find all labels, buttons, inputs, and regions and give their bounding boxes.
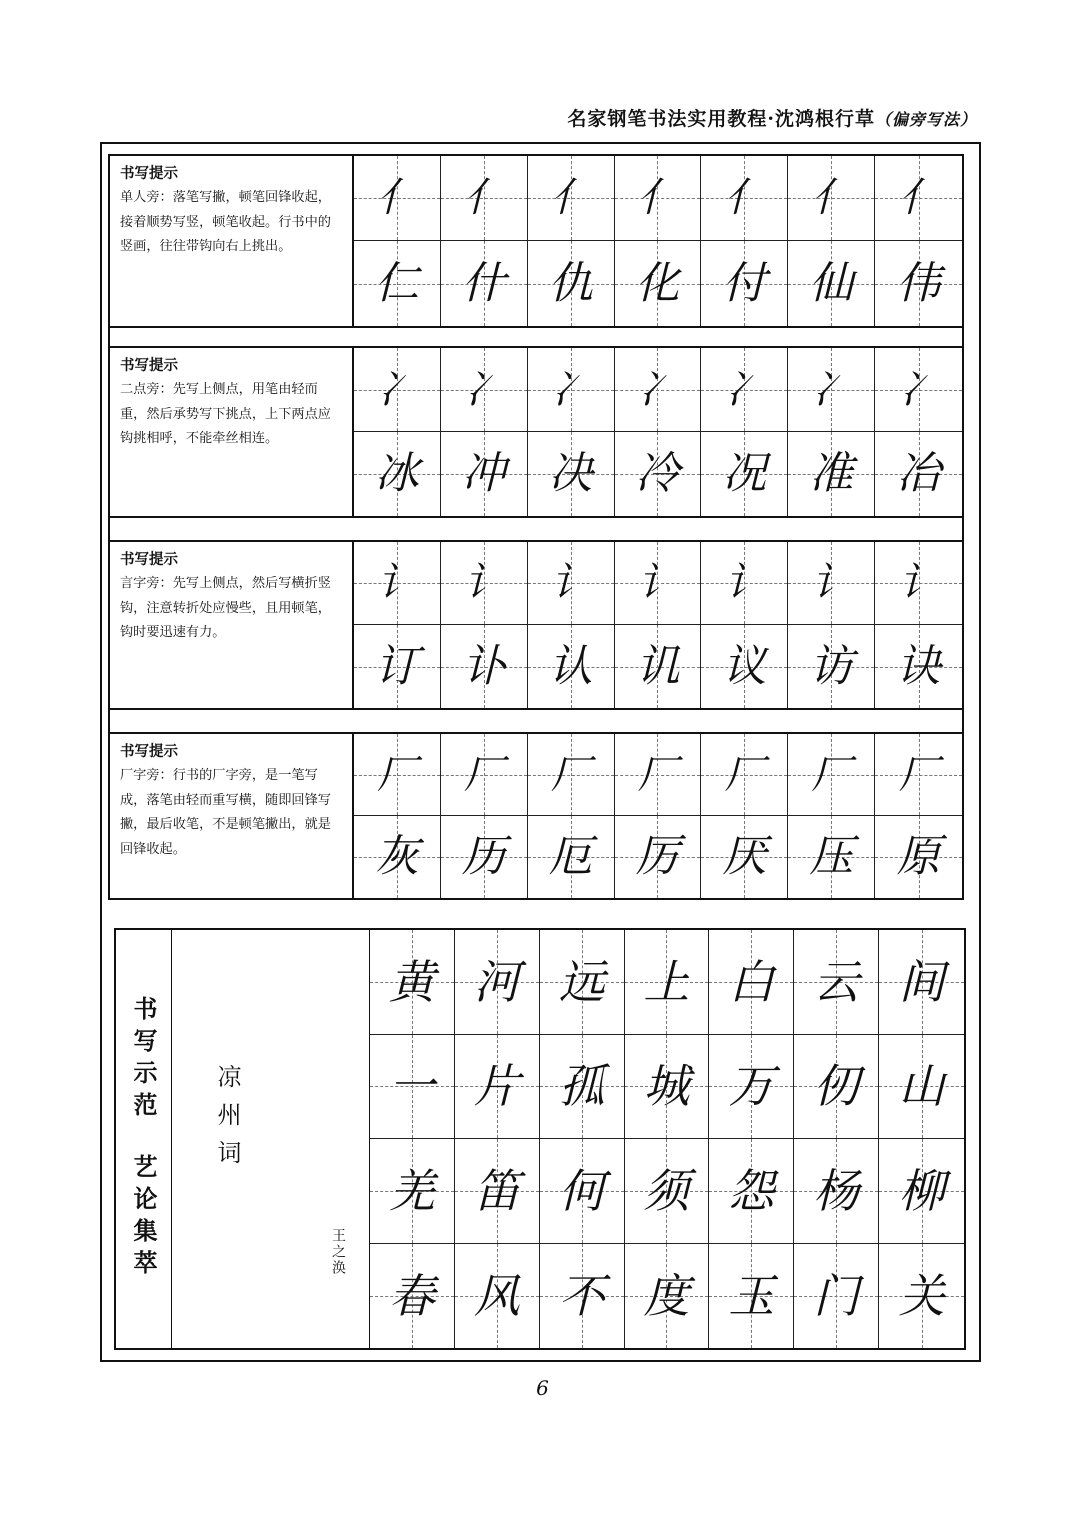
- poem-char-cell: [794, 930, 879, 1035]
- char-glyph: 订: [374, 640, 419, 692]
- poem-char: 羌: [388, 1163, 435, 1218]
- poem-char-cell: [625, 1139, 710, 1244]
- char-cell: [615, 432, 702, 516]
- poem-char-cell: [455, 1244, 540, 1349]
- poem-char: 山: [898, 1059, 945, 1114]
- writing-tip-3: [110, 542, 354, 708]
- char-cell: [354, 625, 441, 708]
- poem-char-cell: [794, 1035, 879, 1140]
- poem-char-cell: [794, 1244, 879, 1349]
- char-glyph: 冷: [635, 448, 680, 499]
- header-subtitle: （偏旁写法）: [874, 110, 977, 129]
- radical-cell: [528, 734, 615, 816]
- radical-cell: [615, 542, 702, 625]
- char-glyph: 什: [461, 257, 506, 309]
- radical-cell: [615, 734, 702, 816]
- char-cell: [354, 432, 441, 516]
- practice-section-4: [108, 732, 964, 900]
- poem-char: 何: [558, 1163, 605, 1218]
- char-cell: [354, 816, 441, 898]
- radical-glyph: 冫: [376, 366, 417, 413]
- radical-glyph: 亻: [376, 175, 417, 221]
- radical-cell: [701, 156, 788, 241]
- radical-cell: [354, 156, 441, 241]
- poem-char: 笛: [473, 1163, 520, 1218]
- char-glyph: 况: [722, 448, 767, 499]
- poem-char: 杨: [813, 1163, 860, 1218]
- tip-text: 厂字旁：行书的厂字旁，是一笔写成，落笔由轻而重写横，随即回锋写撇，最后收笔，不是顿笔撇出，就是回锋收起。: [120, 768, 331, 857]
- poem-grid: [370, 930, 964, 1348]
- radical-glyph: 亻: [811, 175, 852, 221]
- tip-title: 书写提示: [120, 744, 178, 760]
- char-glyph: 冰: [374, 448, 419, 499]
- radical-glyph: 讠: [550, 560, 591, 606]
- char-cell: [701, 816, 788, 898]
- practice-grid-3: [354, 542, 962, 708]
- poem-char: 城: [643, 1059, 690, 1114]
- writing-tip-2: [110, 348, 354, 516]
- radical-cell: [528, 542, 615, 625]
- radical-cell: [441, 734, 528, 816]
- radical-glyph: 亻: [637, 175, 678, 221]
- poem-char-cell: [625, 1244, 710, 1349]
- radical-cell: [528, 156, 615, 241]
- poem-char-cell: [879, 1035, 964, 1140]
- radical-cell: [354, 348, 441, 432]
- char-glyph: 厉: [635, 831, 680, 882]
- radical-glyph: 厂: [637, 751, 678, 798]
- radical-cell: [788, 734, 875, 816]
- poem-author: 王之涣: [330, 1228, 346, 1276]
- poem-demonstration: [114, 928, 966, 1350]
- char-cell: [701, 432, 788, 516]
- radical-glyph: 冫: [550, 366, 591, 413]
- poem-char-cell: [709, 1035, 794, 1140]
- char-glyph: 厌: [722, 831, 767, 882]
- radical-glyph: 讠: [811, 560, 852, 606]
- practice-grid-1: [354, 156, 962, 326]
- poem-char-cell: [540, 930, 625, 1035]
- radical-glyph: 厂: [724, 751, 765, 798]
- char-glyph: 压: [809, 831, 854, 882]
- radical-cell: [441, 156, 528, 241]
- poem-char: 怨: [728, 1163, 775, 1218]
- char-glyph: 伟: [896, 257, 941, 309]
- char-cell: [875, 432, 962, 516]
- radical-cell: [788, 348, 875, 432]
- char-cell: [354, 241, 441, 326]
- radical-cell: [528, 348, 615, 432]
- practice-grid-2: [354, 348, 962, 516]
- poem-char-cell: [455, 930, 540, 1035]
- poem-char-cell: [370, 930, 455, 1035]
- poem-char-cell: [370, 1139, 455, 1244]
- poem-char: 仞: [813, 1059, 860, 1114]
- radical-glyph: 讠: [637, 560, 678, 606]
- writing-tip-1: [110, 156, 354, 326]
- radical-glyph: 讠: [724, 560, 765, 606]
- char-cell: [875, 816, 962, 898]
- char-glyph: 仙: [809, 257, 854, 309]
- char-cell: [788, 816, 875, 898]
- radical-glyph: 冫: [898, 366, 939, 413]
- tip-title: 书写提示: [120, 552, 178, 568]
- radical-cell: [441, 348, 528, 432]
- poem-char: 关: [898, 1268, 945, 1323]
- poem-char-cell: [709, 930, 794, 1035]
- poem-char: 门: [813, 1268, 860, 1323]
- poem-title: 凉州词: [213, 1064, 241, 1178]
- poem-char: 云: [813, 954, 860, 1009]
- radical-glyph: 厂: [463, 751, 504, 798]
- poem-char-cell: [625, 930, 710, 1035]
- radical-glyph: 讠: [463, 560, 504, 606]
- poem-char: 玉: [728, 1268, 775, 1323]
- char-cell: [528, 816, 615, 898]
- poem-char: 一: [388, 1059, 435, 1114]
- poem-char: 白: [728, 954, 775, 1009]
- char-glyph: 访: [809, 640, 854, 692]
- tip-title: 书写提示: [120, 166, 178, 182]
- char-glyph: 付: [722, 257, 767, 309]
- page-number: 6: [536, 1376, 549, 1400]
- tip-text: 单人旁：落笔写撇，顿笔回锋收起，接着顺势写竖，顿笔收起。行书中的竖画，往往带钩向右上挑出。: [120, 190, 331, 254]
- poem-char: 春: [388, 1268, 435, 1323]
- radical-glyph: 亻: [898, 175, 939, 221]
- practice-section-3: [108, 540, 964, 710]
- poem-char-cell: [879, 930, 964, 1035]
- radical-glyph: 冫: [637, 366, 678, 413]
- section-divider: [108, 328, 964, 346]
- section-divider: [108, 710, 964, 732]
- poem-char: 万: [728, 1059, 775, 1114]
- poem-char-cell: [455, 1035, 540, 1140]
- radical-glyph: 讠: [898, 560, 939, 606]
- radical-cell: [875, 542, 962, 625]
- practice-section-1: [108, 154, 964, 328]
- poem-char: 黄: [388, 954, 435, 1009]
- radical-cell: [701, 542, 788, 625]
- char-cell: [441, 625, 528, 708]
- char-cell: [701, 625, 788, 708]
- running-header: [567, 104, 977, 134]
- poem-char-cell: [709, 1139, 794, 1244]
- poem-char: 孤: [558, 1059, 605, 1114]
- poem-char: 度: [643, 1268, 690, 1323]
- char-glyph: 厄: [548, 831, 593, 882]
- char-cell: [875, 625, 962, 708]
- radical-glyph: 亻: [724, 175, 765, 221]
- radical-cell: [441, 542, 528, 625]
- tip-title: 书写提示: [120, 358, 178, 374]
- radical-cell: [701, 734, 788, 816]
- char-glyph: 冶: [896, 448, 941, 499]
- radical-cell: [875, 348, 962, 432]
- side-label-essays: 艺论集萃: [129, 1154, 157, 1282]
- char-cell: [788, 625, 875, 708]
- radical-cell: [788, 156, 875, 241]
- radical-glyph: 厂: [811, 751, 852, 798]
- side-label-demo: 书写示范: [129, 996, 157, 1124]
- writing-tip-4: [110, 734, 354, 898]
- char-glyph: 原: [896, 831, 941, 882]
- char-glyph: 决: [548, 448, 593, 499]
- poem-char: 须: [643, 1163, 690, 1218]
- radical-glyph: 亻: [550, 175, 591, 221]
- char-cell: [788, 432, 875, 516]
- radical-glyph: 厂: [898, 751, 939, 798]
- char-glyph: 议: [722, 640, 767, 692]
- practice-grid-4: [354, 734, 962, 898]
- poem-char-cell: [370, 1244, 455, 1349]
- char-glyph: 讥: [635, 640, 680, 692]
- poem-char: 片: [473, 1059, 520, 1114]
- radical-glyph: 冫: [724, 366, 765, 413]
- radical-cell: [788, 542, 875, 625]
- radical-cell: [615, 348, 702, 432]
- char-cell: [615, 625, 702, 708]
- char-cell: [441, 432, 528, 516]
- radical-cell: [875, 156, 962, 241]
- poem-char-cell: [540, 1139, 625, 1244]
- char-cell: [441, 241, 528, 326]
- char-glyph: 仁: [374, 257, 419, 309]
- poem-char: 远: [558, 954, 605, 1009]
- radical-cell: [701, 348, 788, 432]
- poem-char: 河: [473, 954, 520, 1009]
- radical-glyph: 讠: [376, 560, 417, 606]
- poem-char: 上: [643, 954, 690, 1009]
- poem-char: 间: [898, 954, 945, 1009]
- poem-side-labels: [116, 930, 172, 1348]
- poem-char-cell: [709, 1244, 794, 1349]
- radical-cell: [615, 156, 702, 241]
- char-cell: [701, 241, 788, 326]
- radical-glyph: 冫: [811, 366, 852, 413]
- char-glyph: 认: [548, 640, 593, 692]
- poem-char-cell: [370, 1035, 455, 1140]
- radical-cell: [354, 734, 441, 816]
- char-glyph: 准: [809, 448, 854, 499]
- poem-char-cell: [879, 1244, 964, 1349]
- char-cell: [528, 432, 615, 516]
- char-cell: [528, 625, 615, 708]
- radical-cell: [354, 542, 441, 625]
- char-cell: [528, 241, 615, 326]
- tip-text: 言字旁：先写上侧点，然后写横折竖钩，注意转折处应慢些，且用顿笔，钩时要迅速有力。: [120, 576, 331, 640]
- radical-glyph: 厂: [376, 751, 417, 798]
- char-glyph: 诀: [896, 640, 941, 692]
- radical-glyph: 厂: [550, 751, 591, 798]
- char-glyph: 仇: [548, 257, 593, 309]
- char-glyph: 历: [461, 831, 506, 882]
- char-cell: [615, 241, 702, 326]
- tip-text: 二点旁：先写上侧点，用笔由轻而重，然后承势写下挑点，上下两点应钩挑相呼，不能牵丝相连。: [120, 382, 331, 446]
- radical-cell: [875, 734, 962, 816]
- char-cell: [615, 816, 702, 898]
- header-title: 名家钢笔书法实用教程·沈鸿根行草: [567, 108, 875, 130]
- poem-char: 风: [473, 1268, 520, 1323]
- practice-section-2: [108, 346, 964, 518]
- poem-title-column: [172, 930, 370, 1348]
- section-divider: [108, 518, 964, 540]
- poem-char-cell: [540, 1244, 625, 1349]
- char-cell: [875, 241, 962, 326]
- char-glyph: 化: [635, 257, 680, 309]
- radical-glyph: 冫: [463, 366, 504, 413]
- char-glyph: 讣: [461, 640, 506, 692]
- poem-char-cell: [625, 1035, 710, 1140]
- poem-char-cell: [540, 1035, 625, 1140]
- poem-char-cell: [455, 1139, 540, 1244]
- poem-char-cell: [879, 1139, 964, 1244]
- poem-char: 不: [558, 1268, 605, 1323]
- char-cell: [788, 241, 875, 326]
- radical-glyph: 亻: [463, 175, 504, 221]
- char-glyph: 冲: [461, 448, 506, 499]
- poem-char: 柳: [898, 1163, 945, 1218]
- char-glyph: 灰: [374, 831, 419, 882]
- char-cell: [441, 816, 528, 898]
- poem-char-cell: [794, 1139, 879, 1244]
